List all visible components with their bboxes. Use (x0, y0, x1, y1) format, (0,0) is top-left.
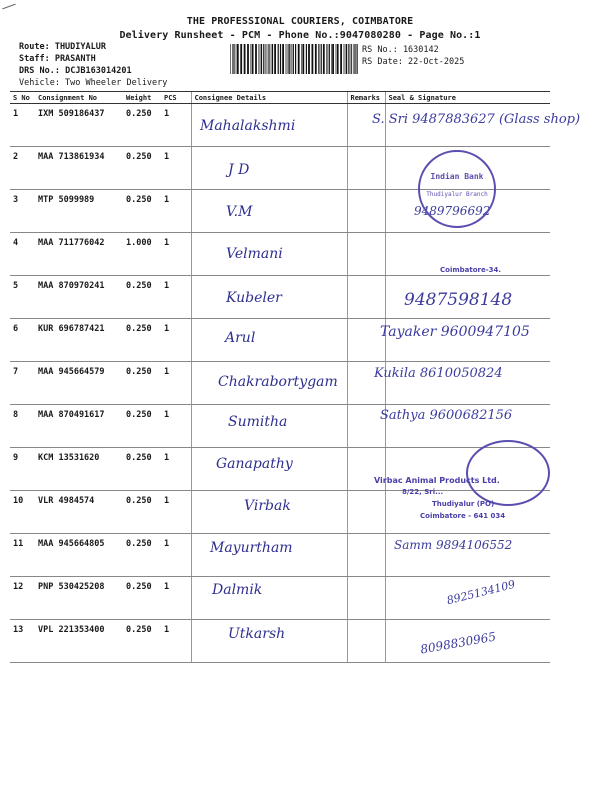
row-pcs: 1 (161, 491, 191, 534)
barcode-bar (287, 44, 288, 74)
row-sno: 7 (10, 362, 35, 405)
row-remarks (347, 491, 385, 534)
barcode-bar (292, 44, 293, 74)
barcode-bar (329, 44, 330, 74)
barcode-bar (298, 44, 300, 74)
barcode-bar (266, 44, 267, 74)
table-header-row (10, 92, 550, 104)
row-pcs: 1 (161, 276, 191, 319)
barcode-bar (295, 44, 296, 74)
barcode-bar (259, 44, 260, 74)
barcode-bar (344, 44, 345, 74)
barcode-bar (261, 44, 262, 74)
row-consignment-no: VPL 221353400 (35, 620, 123, 663)
row-consignment-no: MAA 870491617 (35, 405, 123, 448)
handwritten-signature: S. Sri 9487883627 (Glass shop) (372, 112, 581, 127)
barcode-bar (348, 44, 349, 74)
row-remarks (347, 190, 385, 233)
handwritten-consignee: Sumitha (228, 414, 288, 430)
row-pcs: 1 (161, 577, 191, 620)
barcode-bar (267, 44, 268, 74)
row-sno: 5 (10, 276, 35, 319)
row-weight: 0.250 (123, 190, 161, 233)
handwritten-signature: Sathya 9600682156 (380, 408, 513, 423)
barcode-bar (331, 44, 332, 74)
barcode-bar (278, 44, 279, 74)
barcode-bar (260, 44, 261, 74)
virbac-stamp-2: 8/22, Sri... (402, 488, 444, 496)
shop-stamp-line: Coimbatore-34. (440, 266, 502, 274)
row-weight: 0.250 (123, 577, 161, 620)
col-consignee-details: Consignee Details (191, 92, 347, 104)
handwritten-consignee: Arul (225, 330, 256, 346)
row-remarks (347, 534, 385, 577)
barcode-bar (286, 44, 287, 74)
row-sno: 11 (10, 534, 35, 577)
row-consignment-no: MAA 945664579 (35, 362, 123, 405)
barcode-bar (302, 44, 304, 74)
barcode-bar (247, 44, 249, 74)
rs-number: RS No.: 1630142 (362, 45, 439, 55)
handwritten-signature: Kukila 8610050824 (374, 366, 503, 381)
row-pcs: 1 (161, 104, 191, 147)
col-consignment: Consignment No (35, 92, 123, 104)
drs-value: DCJB163014201 (65, 66, 132, 76)
handwritten-consignee: Mahalakshmi (200, 118, 296, 134)
handwritten-consignee: J D (228, 162, 250, 178)
barcode-bar (236, 44, 237, 74)
row-pcs: 1 (161, 233, 191, 276)
barcode-bar (346, 44, 347, 74)
document-subtitle: Delivery Runsheet - PCM - Phone No.:9047080280 - Page No.:1 (119, 30, 481, 41)
barcode-bar (233, 44, 234, 74)
handwritten-consignee: Kubeler (226, 290, 282, 306)
barcode-bar (252, 44, 254, 74)
row-pcs: 1 (161, 362, 191, 405)
row-remarks (347, 276, 385, 319)
row-sno: 13 (10, 620, 35, 663)
handwritten-consignee: Mayurtham (210, 540, 293, 556)
col-weight: Weight (123, 92, 161, 104)
row-weight: 1.000 (123, 233, 161, 276)
barcode-bar (357, 44, 358, 74)
handwritten-signature: Samm 9894106552 (394, 538, 513, 552)
corner-mark (2, 4, 15, 10)
barcode-bar (282, 44, 284, 74)
row-consignee-details (191, 319, 347, 362)
row-consignment-no: KUR 696787421 (35, 319, 123, 362)
handwritten-consignee: Ganapathy (216, 456, 293, 472)
barcode-bar (301, 44, 302, 74)
row-consignment-no: MTP 5099989 (35, 190, 123, 233)
row-consignment-no: KCM 13531620 (35, 448, 123, 491)
barcode-bar (306, 44, 307, 74)
barcode-bar (244, 44, 246, 74)
row-weight: 0.250 (123, 147, 161, 190)
barcode-bar (255, 44, 257, 74)
row-pcs: 1 (161, 448, 191, 491)
row-consignee-details (191, 147, 347, 190)
row-remarks (347, 233, 385, 276)
col-remarks: Remarks (347, 92, 385, 104)
barcode-bar (328, 44, 329, 74)
row-weight: 0.250 (123, 491, 161, 534)
row-consignee-details (191, 190, 347, 233)
virbac-stamp-4: Coimbatore - 641 034 (420, 512, 506, 520)
route-label: Route: THUDIYALUR (19, 42, 106, 52)
row-consignment-no: MAA 870970241 (35, 276, 123, 319)
handwritten-consignee: Utkarsh (228, 626, 286, 642)
row-sno: 6 (10, 319, 35, 362)
barcode-bar (272, 44, 273, 74)
drs-number (19, 66, 132, 76)
handwritten-consignee: V.M (226, 204, 253, 220)
handwritten-signature: 8098830965 (419, 629, 497, 657)
barcode-bar (288, 44, 289, 74)
barcode-bar (268, 44, 269, 74)
virbac-round-stamp (466, 440, 550, 506)
row-sno: 3 (10, 190, 35, 233)
barcode-bar (337, 44, 339, 74)
barcode-bar (340, 44, 342, 74)
bank-stamp-branch: Thudiyalur Branch (426, 191, 488, 198)
row-pcs: 1 (161, 147, 191, 190)
barcode-bar (237, 44, 239, 74)
barcode-bar (354, 44, 355, 74)
row-consignment-no: MAA 945664805 (35, 534, 123, 577)
row-pcs: 1 (161, 405, 191, 448)
row-sno: 10 (10, 491, 35, 534)
row-remarks (347, 577, 385, 620)
handwritten-signature: 8925134109 (445, 577, 517, 608)
rs-date: RS Date: 22-Oct-2025 (362, 57, 465, 67)
handwritten-consignee: Virbak (244, 498, 291, 514)
row-consignment-no: MAA 713861934 (35, 147, 123, 190)
barcode-bar (326, 44, 327, 74)
row-consignment-no: MAA 711776042 (35, 233, 123, 276)
row-consignment-no: VLR 4984574 (35, 491, 123, 534)
row-pcs: 1 (161, 534, 191, 577)
row-pcs: 1 (161, 319, 191, 362)
handwritten-consignee: Dalmik (212, 582, 263, 598)
row-consignment-no: IXM 509186437 (35, 104, 123, 147)
barcode-bar (280, 44, 281, 74)
virbac-stamp-3: Thudiyalur (PO) (432, 500, 495, 508)
vehicle-label: Vehicle: Two Wheeler Delivery (19, 78, 168, 88)
bank-stamp (418, 150, 496, 228)
row-remarks (347, 147, 385, 190)
barcode-bar (240, 44, 242, 74)
document-title: THE PROFESSIONAL COURIERS, COIMBATORE (186, 16, 414, 27)
barcode-bar (293, 44, 294, 74)
col-seal-signature: Seal & Signature (385, 92, 550, 104)
barcode-bar (251, 44, 252, 74)
row-weight: 0.250 (123, 319, 161, 362)
row-sno: 4 (10, 233, 35, 276)
row-sno: 8 (10, 405, 35, 448)
barcode-bar (232, 44, 233, 74)
row-weight: 0.250 (123, 362, 161, 405)
barcode (230, 44, 358, 74)
staff-label: Staff: PRASANTH (19, 54, 96, 64)
barcode-bar (351, 44, 352, 74)
row-sno: 12 (10, 577, 35, 620)
barcode-bar (315, 44, 317, 74)
row-remarks (347, 620, 385, 663)
col-sno: S No (10, 92, 35, 104)
row-pcs: 1 (161, 190, 191, 233)
row-weight: 0.250 (123, 405, 161, 448)
barcode-bar (230, 44, 231, 74)
col-pcs: PCS (161, 92, 191, 104)
drs-label: DRS No.: (19, 66, 60, 76)
barcode-bar (308, 44, 310, 74)
barcode-bar (318, 44, 319, 74)
barcode-bar (289, 44, 290, 74)
barcode-bar (355, 44, 356, 74)
barcode-bar (271, 44, 272, 74)
row-weight: 0.250 (123, 620, 161, 663)
barcode-bar (263, 44, 264, 74)
row-consignment-no: PNP 530425208 (35, 577, 123, 620)
row-weight: 0.250 (123, 448, 161, 491)
handwritten-signature: Tayaker 9600947105 (380, 324, 530, 340)
barcode-bar (353, 44, 354, 74)
barcode-bar (332, 44, 334, 74)
row-weight: 0.250 (123, 104, 161, 147)
virbac-stamp-1: Virbac Animal Products Ltd. (374, 476, 500, 485)
barcode-bar (312, 44, 314, 74)
row-weight: 0.250 (123, 276, 161, 319)
handwritten-consignee: Velmani (226, 246, 283, 262)
row-pcs: 1 (161, 620, 191, 663)
row-sno: 1 (10, 104, 35, 147)
barcode-bar (336, 44, 337, 74)
barcode-bar (323, 44, 325, 74)
handwritten-consignee: Chakrabortygam (218, 374, 338, 390)
row-weight: 0.250 (123, 534, 161, 577)
barcode-bar (321, 44, 322, 74)
handwritten-signature: 9487598148 (404, 290, 513, 310)
row-sno: 9 (10, 448, 35, 491)
bank-stamp-name: Indian Bank (430, 172, 484, 181)
row-sno: 2 (10, 147, 35, 190)
barcode-bar (274, 44, 276, 74)
barcode-bar (345, 44, 346, 74)
handwritten-signature: 9489796692 (414, 204, 491, 218)
